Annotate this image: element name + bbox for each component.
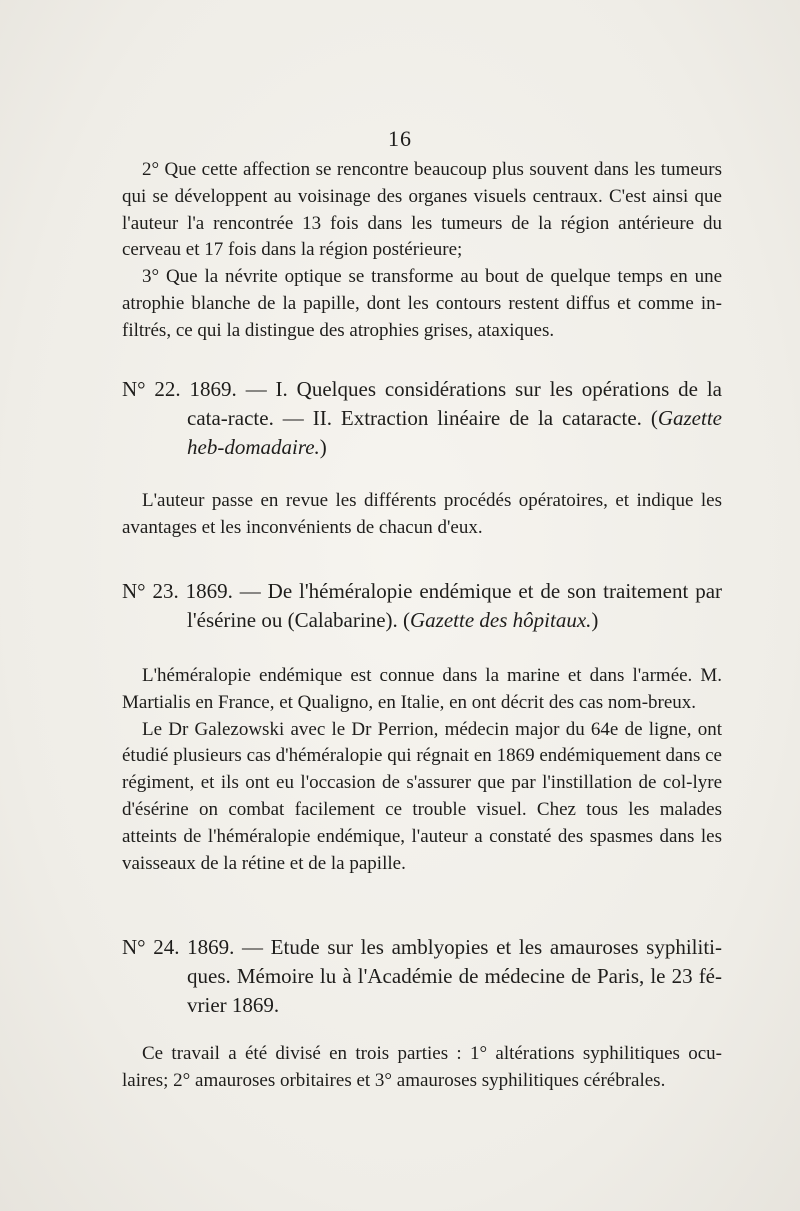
entry-23-summary-1: L'héméralopie endémique est connue dans la marine et dans l'armée. M. Martialis en France, et Qualigno, en Italie, en ont décrit des cas nom-breux. xyxy=(122,665,722,713)
entry-23-summary-2: Le Dr Galezowski avec le Dr Perrion, médecin major du 64e de ligne, ont étudié plusieurs cas d'héméralopie qui régnait en 1869 endémiquement dans ce régiment, et ils ont eu l'occasion de s'assurer que par l'instillation de col-lyre d'ésérine on combat facilement ce trouble visuel. Chez tous les malades atteints de l'héméralopie endémique, l'auteur a constaté des spasmes dans les vaisseaux de la rétine et de la papille. xyxy=(122,718,722,874)
intro-paragraph-3: 3° Que la névrite optique se transforme au bout de quelque temps en une atrophie blanche de la papille, dont les contours restent diffus et comme in-filtrés, ce qui la distingue des atrophies grises, ataxiques. xyxy=(122,266,722,341)
entry-22-title: — I. Quelques considérations sur les opérations de la cata-racte. — II. Extraction linéaire de la cataracte. ( xyxy=(187,377,722,430)
entry-22-summary-block xyxy=(122,488,722,542)
entry-23-source: Gazette des hôpitaux. xyxy=(410,608,592,632)
intro-section xyxy=(122,157,722,345)
entry-23-heading xyxy=(122,577,722,635)
entry-22-heading xyxy=(122,375,722,462)
entry-24-summary-block xyxy=(122,1041,722,1095)
entry-23-title: — De l'héméralopie endémique et de son traitement par l'ésérine ou (Calabarine). ( xyxy=(187,579,723,632)
entry-24-heading xyxy=(122,933,722,1020)
entry-23-summary-block xyxy=(122,663,722,877)
entry-24-title: — Etude sur les amblyopies et les amauroses syphiliti-ques. Mémoire lu à l'Académie de médecine de Paris, le 23 fé-vrier 1869. xyxy=(187,935,722,1017)
entry-23-number: N° 23. 1869. xyxy=(122,579,233,603)
entry-24-summary: Ce travail a été divisé en trois parties : 1° altérations syphilitiques ocu-laires; 2° amauroses orbitaires et 3° amauroses syphilitiques cérébrales. xyxy=(122,1043,722,1091)
entry-22-number: N° 22. 1869. xyxy=(122,377,237,401)
entry-24-number: N° 24. 1869. xyxy=(122,935,235,959)
entry-22-source: Gazette heb-domadaire. xyxy=(187,406,722,459)
intro-paragraph-2: 2° Que cette affection se rencontre beaucoup plus souvent dans les tumeurs qui se développent au voisinage des organes visuels centraux. C'est ainsi que l'auteur l'a rencontrée 13 fois dans les tumeurs de la région antérieure du cerveau et 17 fois dans la région postérieure; xyxy=(122,159,722,261)
page-number: 16 xyxy=(388,126,412,151)
entry-23-close: ) xyxy=(591,608,599,632)
entry-22-summary: L'auteur passe en revue les différents procédés opératoires, et indique les avantages et les inconvénients de chacun d'eux. xyxy=(122,490,722,538)
entry-22-close: ) xyxy=(319,435,327,459)
